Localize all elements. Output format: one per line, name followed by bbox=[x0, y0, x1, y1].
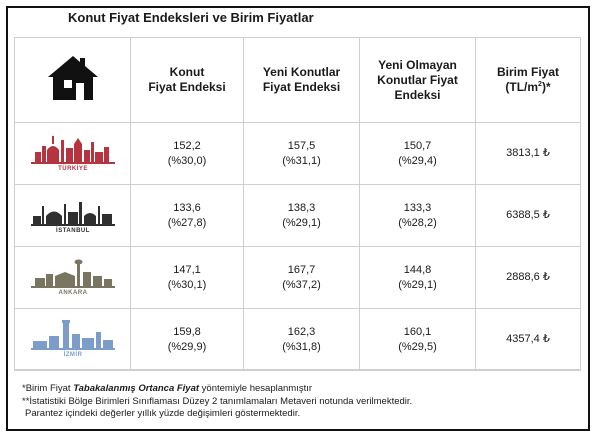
header-konut-fiyat-endeksi: Konut Fiyat Endeksi bbox=[131, 38, 244, 123]
price-index-table bbox=[14, 37, 581, 371]
header-yeni-olmayan: Yeni Olmayan Konutlar Fiyat Endeksi bbox=[360, 38, 476, 123]
house-icon bbox=[45, 53, 101, 103]
header-yeni-konutlar: Yeni Konutlar Fiyat Endeksi bbox=[244, 38, 360, 123]
table-row: TÜRKİYE 152,2 (%30,0) 157,5 (%31,1) 150,7 (%29,4) 3813,1 ₺ bbox=[15, 123, 581, 185]
footnotes bbox=[22, 383, 412, 421]
city-skyline-icon bbox=[27, 316, 119, 358]
city-skyline-icon bbox=[27, 192, 119, 234]
city-logo-istanbul bbox=[15, 185, 131, 247]
svg-text:İSTANBUL: İSTANBUL bbox=[55, 228, 90, 234]
footnote-2: **İstatistiki Bölge Birimleri Sınıflaması Düzey 2 tanımlamaları Metaveri notunda verilmektedir. bbox=[22, 395, 413, 407]
svg-text:İZMİR: İZMİR bbox=[63, 352, 82, 358]
svg-text:ANKARA: ANKARA bbox=[58, 290, 87, 296]
footnote-1: *Birim Fiyat Tabakalanmış Ortanca Fiyat yöntemiyle hesaplanmıştır bbox=[22, 383, 313, 394]
table-row: ANKARA 147,1 (%30,1) 167,7 (%37,2) 144,8 (%29,1) 2888,6 ₺ bbox=[15, 247, 581, 309]
city-logo-ankara bbox=[15, 247, 131, 309]
footnote-3: Parantez içindeki değerler yıllık yüzde değişimleri göstermektedir. bbox=[25, 408, 301, 419]
city-logo-turkiye bbox=[15, 123, 131, 185]
city-logo-izmir bbox=[15, 309, 131, 371]
svg-text:TÜRKİYE: TÜRKİYE bbox=[57, 166, 88, 172]
table-header-row bbox=[15, 38, 581, 123]
table-row: İZMİR 159,8 (%29,9) 162,3 (%31,8) 160,1 (%29,5) 4357,4 ₺ bbox=[15, 309, 581, 371]
city-skyline-icon bbox=[27, 254, 119, 296]
divider bbox=[14, 369, 580, 370]
table-row: İSTANBUL 133,6 (%27,8) 138,3 (%29,1) 133,3 (%28,2) 6388,5 ₺ bbox=[15, 185, 581, 247]
page-title: Konut Fiyat Endeksleri ve Birim Fiyatlar bbox=[68, 10, 314, 25]
header-birim-fiyat: Birim Fiyat $(TL/m^2)*$ bbox=[476, 38, 581, 123]
header-icon-cell bbox=[15, 38, 131, 123]
city-skyline-icon bbox=[27, 130, 119, 172]
